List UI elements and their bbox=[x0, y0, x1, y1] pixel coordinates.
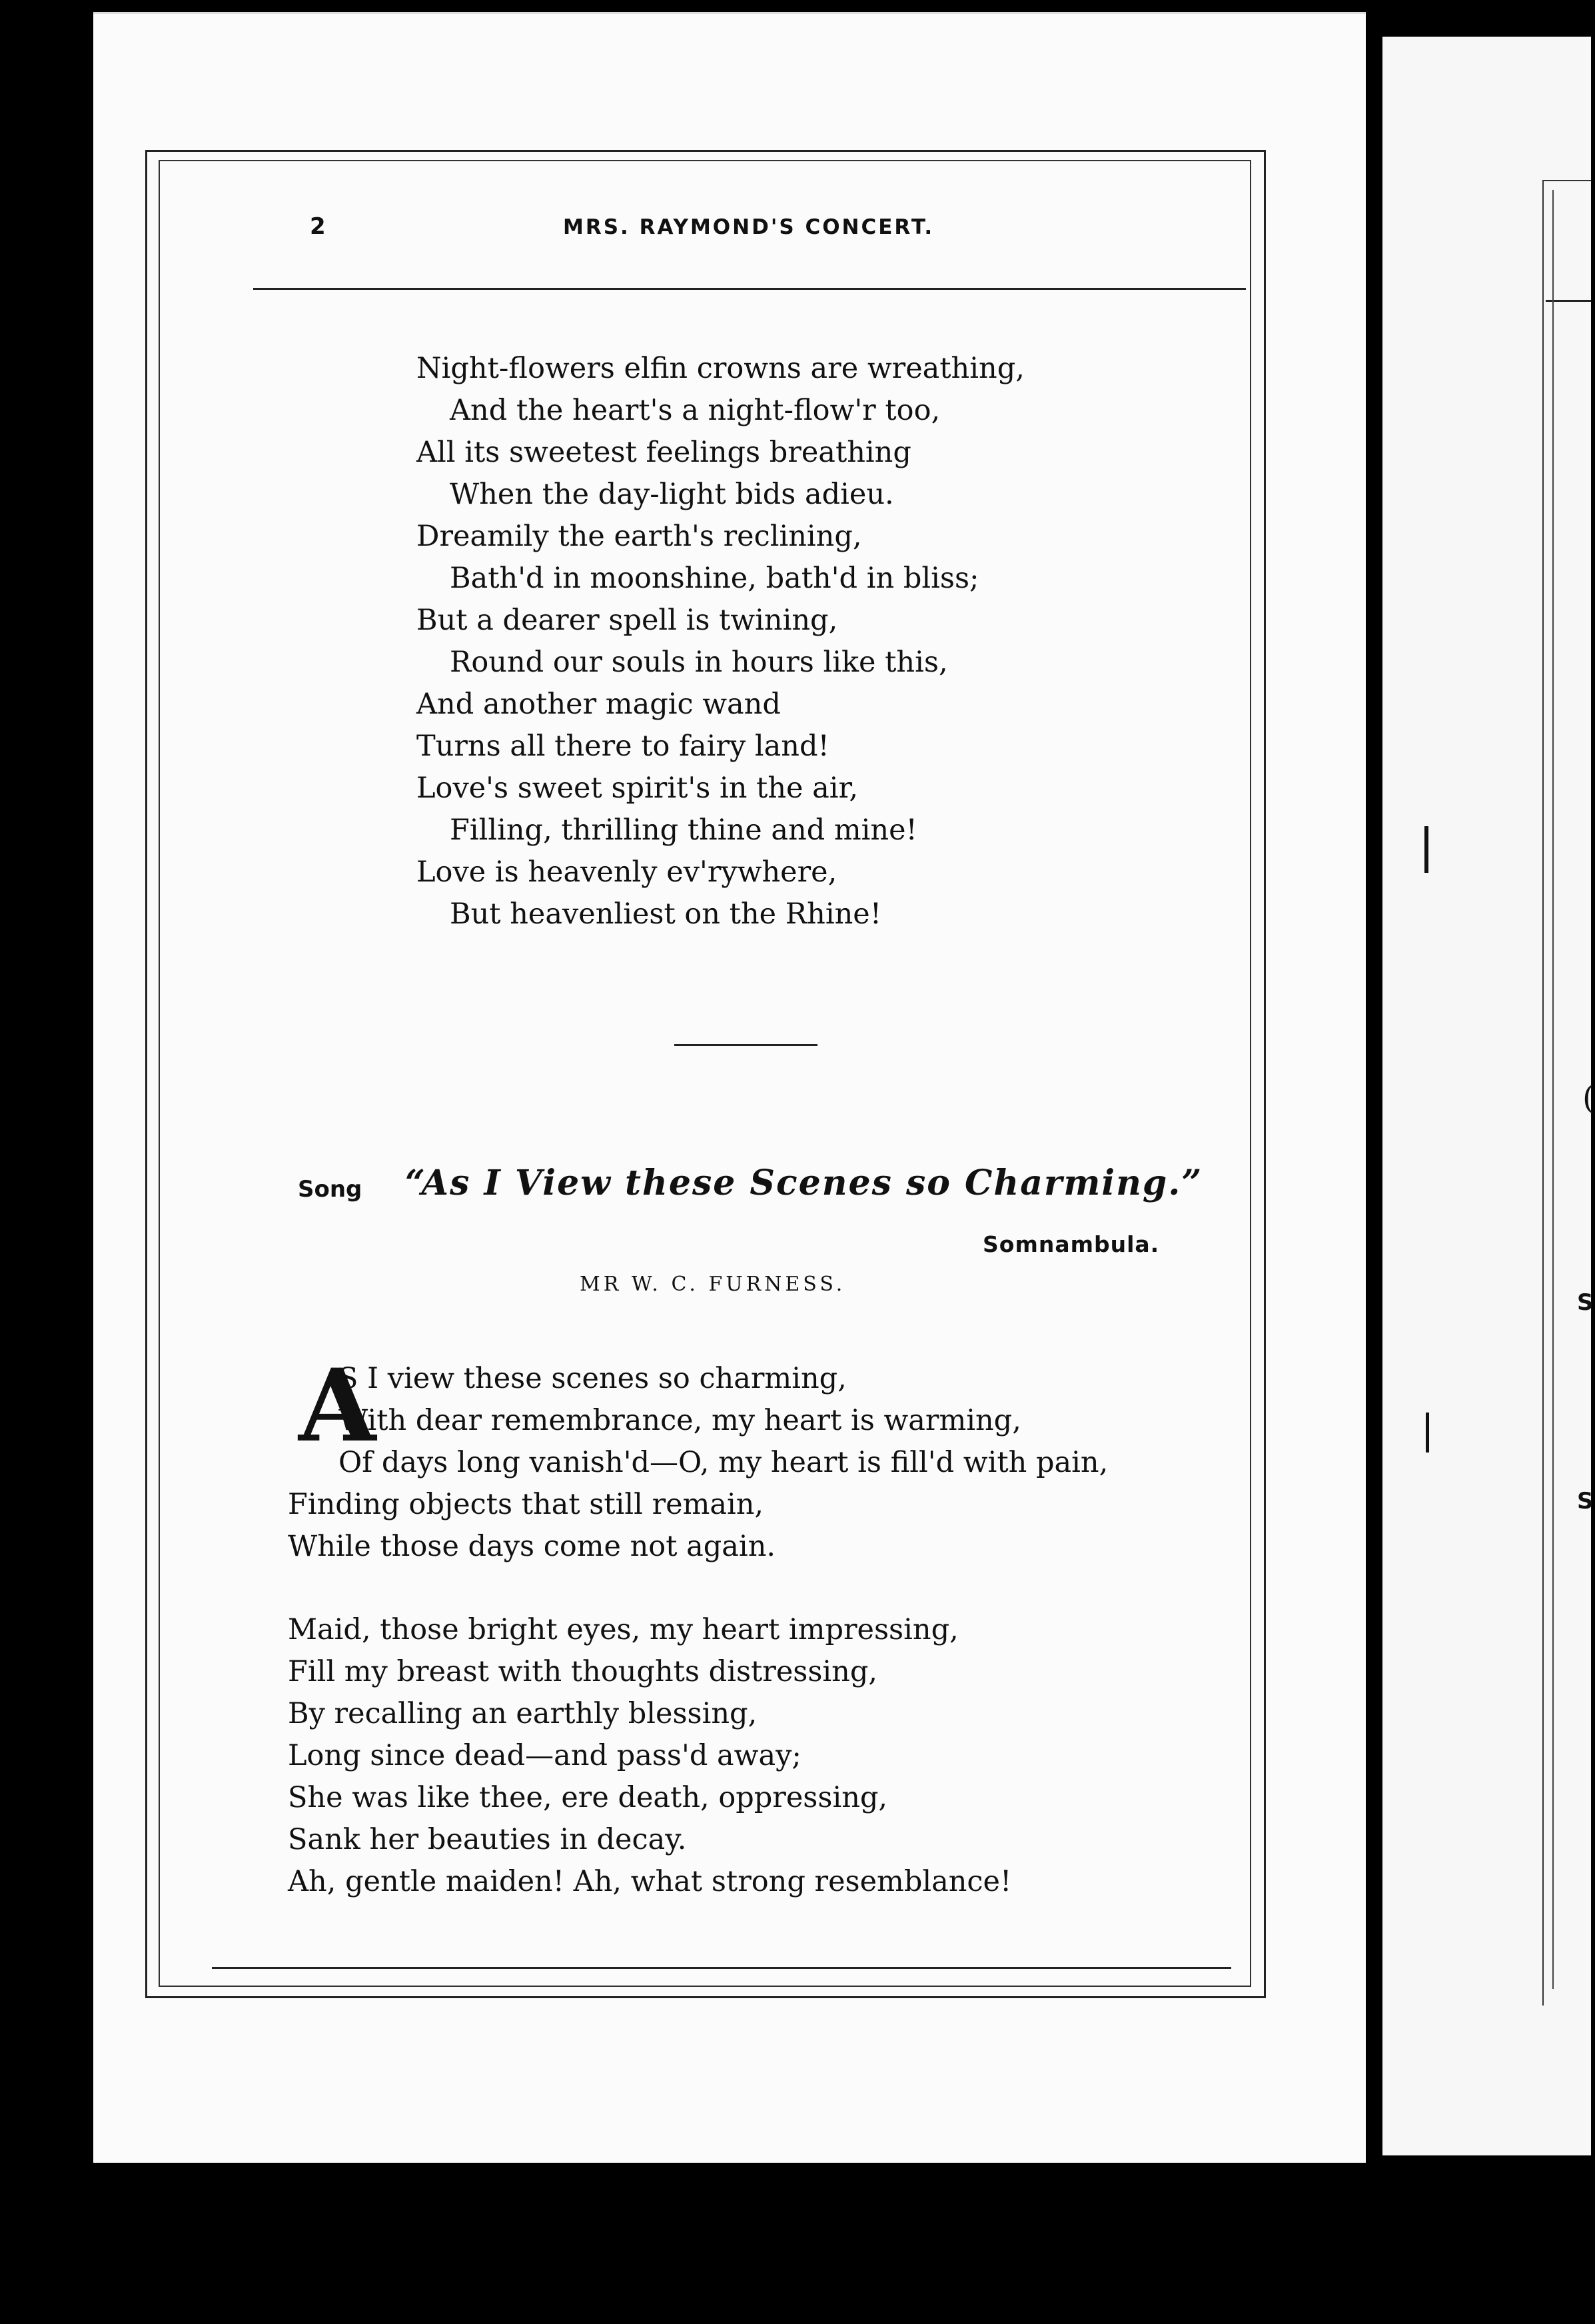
right-page-fragment: ( bbox=[1582, 1079, 1595, 1117]
page-border-shadow bbox=[212, 1967, 1231, 1969]
right-page-frame-line-inner bbox=[1552, 190, 1554, 1989]
section-divider bbox=[674, 1044, 817, 1046]
verse-line: Maid, those bright eyes, my heart impressing, bbox=[288, 1613, 959, 1646]
right-page-fragment: S bbox=[1577, 1488, 1594, 1514]
verse-line: But heavenliest on the Rhine! bbox=[450, 897, 882, 931]
verse-line: Turns all there to fairy land! bbox=[416, 730, 829, 763]
verse-line: Filling, thrilling thine and mine! bbox=[450, 814, 917, 847]
right-page-fragment: S bbox=[1577, 1289, 1594, 1316]
right-page-frame-line bbox=[1542, 180, 1544, 2006]
margin-mark bbox=[1424, 826, 1428, 873]
verse-line: And another magic wand bbox=[416, 688, 781, 721]
page-number: 2 bbox=[310, 213, 326, 240]
verse-two-stanza-one bbox=[288, 1358, 1109, 1568]
verse-line: When the day-light bids adieu. bbox=[450, 478, 894, 511]
verse-line: S I view these scenes so charming, bbox=[338, 1362, 847, 1395]
song-label: Song bbox=[298, 1176, 362, 1203]
drop-cap: A bbox=[298, 1347, 376, 1464]
running-head: MRS. RAYMOND'S CONCERT. bbox=[563, 215, 935, 239]
verse-line: Sank her beauties in decay. bbox=[288, 1823, 687, 1856]
verse-line: She was like thee, ere death, oppressing, bbox=[288, 1781, 888, 1814]
verse-line: While those days come not again. bbox=[288, 1530, 776, 1563]
verse-line: Love is heavenly ev'rywhere, bbox=[416, 856, 837, 889]
verse-line: Dreamily the earth's reclining, bbox=[416, 520, 862, 553]
verse-line: Finding objects that still remain, bbox=[288, 1488, 764, 1521]
verse-line: Fill my breast with thoughts distressing, bbox=[288, 1655, 878, 1688]
verse-line: All its sweetest feelings breathing bbox=[416, 436, 911, 469]
verse-line: But a dearer spell is twining, bbox=[416, 604, 838, 637]
song-title: “As I View these Scenes so Charming.” bbox=[405, 1163, 1203, 1203]
verse-line: Love's sweet spirit's in the air, bbox=[416, 772, 859, 805]
verse-line: Ah, gentle maiden! Ah, what strong resemblance! bbox=[288, 1865, 1012, 1898]
performer-name: MR W. C. FURNESS. bbox=[580, 1273, 846, 1296]
opera-name: Somnambula. bbox=[983, 1231, 1160, 1257]
verse-line: With dear remembrance, my heart is warming, bbox=[338, 1404, 1021, 1437]
verse-line: And the heart's a night-flow'r too, bbox=[450, 394, 941, 427]
verse-line: Round our souls in hours like this, bbox=[450, 646, 948, 679]
margin-mark bbox=[1426, 1413, 1429, 1452]
header-rule bbox=[253, 288, 1246, 290]
right-page-edge bbox=[1382, 37, 1595, 2155]
right-page-rule-top bbox=[1542, 180, 1591, 181]
verse-line: Long since dead—and pass'd away; bbox=[288, 1739, 801, 1772]
verse-line: Of days long vanish'd—O, my heart is fill'd with pain, bbox=[338, 1446, 1109, 1479]
verse-two-stanza-two bbox=[288, 1609, 1011, 1903]
verse-line: By recalling an earthly blessing, bbox=[288, 1697, 758, 1730]
verse-line: Bath'd in moonshine, bath'd in bliss; bbox=[450, 562, 979, 595]
verse-line: Night-flowers elfin crowns are wreathing, bbox=[416, 352, 1025, 385]
verse-one bbox=[416, 348, 1025, 935]
